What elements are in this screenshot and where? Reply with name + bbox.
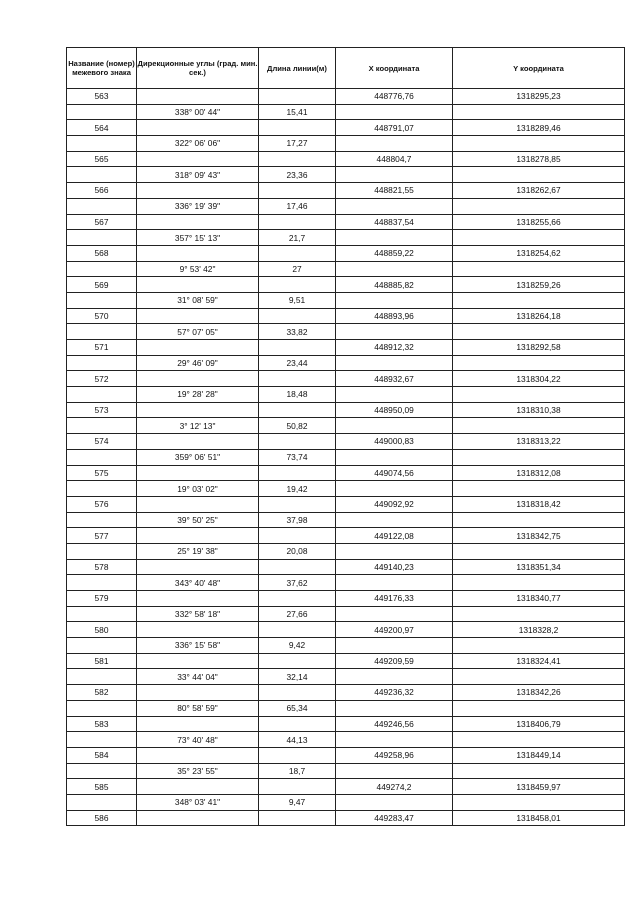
cell-marker-name: 573	[67, 402, 137, 418]
cell-marker-name	[67, 104, 137, 120]
cell-x-coordinate	[336, 167, 453, 183]
cell-line-length: 18,48	[259, 387, 336, 403]
header-line-length: Длина линии(м)	[259, 48, 336, 89]
cell-y-coordinate	[453, 638, 625, 654]
cell-line-length	[259, 716, 336, 732]
cell-direction-angle: 3° 12' 13"	[137, 418, 259, 434]
cell-x-coordinate	[336, 669, 453, 685]
table-row	[67, 591, 625, 607]
table-row	[67, 371, 625, 387]
cell-y-coordinate	[453, 167, 625, 183]
cell-x-coordinate: 449258,96	[336, 747, 453, 763]
table-row	[67, 685, 625, 701]
cell-line-length: 27	[259, 261, 336, 277]
cell-line-length: 9,47	[259, 794, 336, 810]
table-row	[67, 763, 625, 779]
cell-direction-angle	[137, 402, 259, 418]
cell-marker-name: 574	[67, 434, 137, 450]
cell-direction-angle	[137, 214, 259, 230]
cell-line-length: 9,51	[259, 292, 336, 308]
cell-x-coordinate	[336, 575, 453, 591]
cell-line-length: 37,62	[259, 575, 336, 591]
cell-marker-name	[67, 167, 137, 183]
cell-direction-angle	[137, 308, 259, 324]
cell-line-length	[259, 653, 336, 669]
cell-x-coordinate: 448804,7	[336, 151, 453, 167]
cell-marker-name	[67, 669, 137, 685]
table-row	[67, 183, 625, 199]
cell-marker-name: 579	[67, 591, 137, 607]
table-row	[67, 308, 625, 324]
cell-direction-angle: 80° 58' 59"	[137, 700, 259, 716]
cell-y-coordinate: 1318310,38	[453, 402, 625, 418]
cell-y-coordinate: 1318292,58	[453, 340, 625, 356]
cell-x-coordinate	[336, 104, 453, 120]
cell-marker-name: 569	[67, 277, 137, 293]
cell-x-coordinate: 448776,76	[336, 89, 453, 105]
cell-direction-angle	[137, 528, 259, 544]
header-marker-name: Название (номер) межевого знака	[67, 48, 137, 89]
cell-x-coordinate	[336, 700, 453, 716]
table-row	[67, 732, 625, 748]
cell-y-coordinate: 1318340,77	[453, 591, 625, 607]
cell-line-length	[259, 810, 336, 826]
cell-y-coordinate: 1318259,26	[453, 277, 625, 293]
cell-y-coordinate	[453, 292, 625, 308]
cell-line-length: 15,41	[259, 104, 336, 120]
cell-line-length	[259, 371, 336, 387]
cell-y-coordinate	[453, 732, 625, 748]
cell-line-length	[259, 622, 336, 638]
table-row	[67, 151, 625, 167]
cell-marker-name: 571	[67, 340, 137, 356]
table-row	[67, 245, 625, 261]
cell-x-coordinate	[336, 638, 453, 654]
cell-line-length	[259, 340, 336, 356]
cell-marker-name	[67, 575, 137, 591]
cell-y-coordinate: 1318264,18	[453, 308, 625, 324]
table-row	[67, 779, 625, 795]
cell-y-coordinate: 1318458,01	[453, 810, 625, 826]
cell-direction-angle	[137, 371, 259, 387]
table-row	[67, 340, 625, 356]
cell-line-length: 20,08	[259, 543, 336, 559]
table-row	[67, 716, 625, 732]
cell-line-length	[259, 528, 336, 544]
cell-direction-angle: 9° 53' 42"	[137, 261, 259, 277]
cell-line-length: 37,98	[259, 512, 336, 528]
cell-marker-name: 563	[67, 89, 137, 105]
table-row	[67, 387, 625, 403]
cell-direction-angle	[137, 183, 259, 199]
cell-line-length	[259, 214, 336, 230]
cell-x-coordinate	[336, 230, 453, 246]
cell-marker-name: 577	[67, 528, 137, 544]
cell-direction-angle: 33° 44' 04"	[137, 669, 259, 685]
cell-y-coordinate	[453, 355, 625, 371]
cell-line-length: 9,42	[259, 638, 336, 654]
cell-direction-angle: 322° 06' 06"	[137, 136, 259, 152]
cell-marker-name: 582	[67, 685, 137, 701]
cell-y-coordinate: 1318342,75	[453, 528, 625, 544]
cell-y-coordinate: 1318312,08	[453, 465, 625, 481]
table-row	[67, 230, 625, 246]
cell-direction-angle	[137, 277, 259, 293]
cell-y-coordinate: 1318254,62	[453, 245, 625, 261]
cell-y-coordinate: 1318406,79	[453, 716, 625, 732]
cell-marker-name: 565	[67, 151, 137, 167]
cell-marker-name	[67, 481, 137, 497]
cell-line-length	[259, 245, 336, 261]
cell-x-coordinate	[336, 763, 453, 779]
cell-direction-angle: 332° 58' 18"	[137, 606, 259, 622]
cell-marker-name: 584	[67, 747, 137, 763]
cell-line-length: 44,13	[259, 732, 336, 748]
cell-y-coordinate	[453, 481, 625, 497]
cell-line-length	[259, 89, 336, 105]
cell-y-coordinate	[453, 136, 625, 152]
cell-x-coordinate	[336, 355, 453, 371]
cell-marker-name: 581	[67, 653, 137, 669]
cell-x-coordinate	[336, 261, 453, 277]
cell-y-coordinate: 1318289,46	[453, 120, 625, 136]
table-row	[67, 575, 625, 591]
cell-line-length	[259, 559, 336, 575]
cell-direction-angle	[137, 747, 259, 763]
cell-y-coordinate	[453, 418, 625, 434]
cell-marker-name: 570	[67, 308, 137, 324]
cell-x-coordinate: 449140,23	[336, 559, 453, 575]
cell-direction-angle	[137, 245, 259, 261]
cell-direction-angle	[137, 622, 259, 638]
table-row	[67, 355, 625, 371]
cell-line-length	[259, 779, 336, 795]
cell-x-coordinate	[336, 387, 453, 403]
table-row	[67, 261, 625, 277]
cell-direction-angle: 19° 28' 28"	[137, 387, 259, 403]
cell-x-coordinate	[336, 449, 453, 465]
cell-x-coordinate: 448932,67	[336, 371, 453, 387]
cell-x-coordinate	[336, 198, 453, 214]
cell-line-length: 17,27	[259, 136, 336, 152]
cell-y-coordinate	[453, 700, 625, 716]
cell-line-length	[259, 465, 336, 481]
boundary-coordinates-table	[66, 47, 625, 826]
cell-marker-name	[67, 418, 137, 434]
cell-line-length	[259, 277, 336, 293]
header-x-coordinate: X координата	[336, 48, 453, 89]
table-row	[67, 496, 625, 512]
cell-x-coordinate	[336, 324, 453, 340]
cell-x-coordinate	[336, 543, 453, 559]
cell-direction-angle: 336° 15' 58"	[137, 638, 259, 654]
table-row	[67, 120, 625, 136]
cell-x-coordinate: 448950,09	[336, 402, 453, 418]
cell-line-length	[259, 120, 336, 136]
cell-y-coordinate	[453, 324, 625, 340]
cell-x-coordinate	[336, 732, 453, 748]
cell-x-coordinate	[336, 606, 453, 622]
cell-y-coordinate	[453, 512, 625, 528]
table-row	[67, 606, 625, 622]
cell-direction-angle	[137, 151, 259, 167]
cell-direction-angle: 357° 15' 13"	[137, 230, 259, 246]
cell-direction-angle	[137, 340, 259, 356]
cell-direction-angle: 29° 46' 09"	[137, 355, 259, 371]
table-header-row	[67, 48, 625, 89]
cell-marker-name	[67, 794, 137, 810]
cell-marker-name: 580	[67, 622, 137, 638]
table-row	[67, 277, 625, 293]
cell-x-coordinate	[336, 136, 453, 152]
table-row	[67, 198, 625, 214]
cell-marker-name: 564	[67, 120, 137, 136]
cell-y-coordinate	[453, 387, 625, 403]
table-row	[67, 669, 625, 685]
cell-marker-name: 572	[67, 371, 137, 387]
cell-line-length: 19,42	[259, 481, 336, 497]
cell-x-coordinate: 449209,59	[336, 653, 453, 669]
cell-marker-name	[67, 763, 137, 779]
cell-direction-angle	[137, 89, 259, 105]
cell-y-coordinate: 1318318,42	[453, 496, 625, 512]
cell-x-coordinate: 448791,07	[336, 120, 453, 136]
table-row	[67, 418, 625, 434]
cell-line-length	[259, 308, 336, 324]
cell-y-coordinate: 1318459,97	[453, 779, 625, 795]
table-row	[67, 622, 625, 638]
cell-x-coordinate: 449000,83	[336, 434, 453, 450]
cell-marker-name	[67, 198, 137, 214]
cell-y-coordinate	[453, 104, 625, 120]
table-row	[67, 104, 625, 120]
cell-y-coordinate: 1318351,34	[453, 559, 625, 575]
table-row	[67, 449, 625, 465]
cell-y-coordinate	[453, 794, 625, 810]
cell-x-coordinate: 449092,92	[336, 496, 453, 512]
cell-marker-name	[67, 449, 137, 465]
table-body	[67, 89, 625, 826]
cell-direction-angle: 318° 09' 43"	[137, 167, 259, 183]
cell-line-length: 17,46	[259, 198, 336, 214]
cell-direction-angle: 359° 06' 51"	[137, 449, 259, 465]
cell-x-coordinate: 448893,96	[336, 308, 453, 324]
cell-x-coordinate: 448837,54	[336, 214, 453, 230]
cell-marker-name: 578	[67, 559, 137, 575]
cell-marker-name	[67, 700, 137, 716]
cell-y-coordinate: 1318278,85	[453, 151, 625, 167]
cell-y-coordinate: 1318342,26	[453, 685, 625, 701]
cell-direction-angle: 35° 23' 55"	[137, 763, 259, 779]
cell-line-length	[259, 434, 336, 450]
cell-line-length	[259, 591, 336, 607]
cell-x-coordinate: 449200,97	[336, 622, 453, 638]
cell-direction-angle	[137, 716, 259, 732]
cell-direction-angle	[137, 465, 259, 481]
cell-marker-name	[67, 292, 137, 308]
cell-y-coordinate	[453, 575, 625, 591]
cell-x-coordinate: 448912,32	[336, 340, 453, 356]
cell-x-coordinate: 449283,47	[336, 810, 453, 826]
cell-x-coordinate: 448821,55	[336, 183, 453, 199]
cell-marker-name	[67, 732, 137, 748]
cell-line-length: 73,74	[259, 449, 336, 465]
cell-marker-name	[67, 355, 137, 371]
cell-x-coordinate: 448885,82	[336, 277, 453, 293]
table-row	[67, 481, 625, 497]
cell-marker-name	[67, 512, 137, 528]
cell-direction-angle	[137, 559, 259, 575]
cell-y-coordinate	[453, 606, 625, 622]
cell-line-length: 21,7	[259, 230, 336, 246]
cell-x-coordinate	[336, 512, 453, 528]
cell-direction-angle	[137, 810, 259, 826]
cell-y-coordinate	[453, 198, 625, 214]
cell-direction-angle: 39° 50' 25"	[137, 512, 259, 528]
cell-x-coordinate: 449122,08	[336, 528, 453, 544]
cell-line-length: 32,14	[259, 669, 336, 685]
cell-line-length: 23,36	[259, 167, 336, 183]
cell-marker-name: 576	[67, 496, 137, 512]
cell-direction-angle: 338° 00' 44"	[137, 104, 259, 120]
cell-marker-name	[67, 387, 137, 403]
cell-y-coordinate	[453, 669, 625, 685]
header-y-coordinate: Y координата	[453, 48, 625, 89]
table-row	[67, 324, 625, 340]
cell-line-length: 23,44	[259, 355, 336, 371]
cell-marker-name	[67, 261, 137, 277]
cell-direction-angle: 343° 40' 48"	[137, 575, 259, 591]
cell-y-coordinate	[453, 230, 625, 246]
table-row	[67, 794, 625, 810]
table-row	[67, 214, 625, 230]
cell-marker-name: 568	[67, 245, 137, 261]
cell-line-length	[259, 402, 336, 418]
cell-y-coordinate: 1318449,14	[453, 747, 625, 763]
table-row	[67, 136, 625, 152]
table-row	[67, 653, 625, 669]
cell-direction-angle	[137, 496, 259, 512]
table-row	[67, 89, 625, 105]
cell-y-coordinate: 1318328,2	[453, 622, 625, 638]
cell-marker-name: 586	[67, 810, 137, 826]
cell-marker-name: 567	[67, 214, 137, 230]
cell-marker-name	[67, 543, 137, 559]
cell-x-coordinate: 448859,22	[336, 245, 453, 261]
cell-direction-angle: 31° 08' 59"	[137, 292, 259, 308]
cell-direction-angle	[137, 434, 259, 450]
cell-y-coordinate: 1318255,66	[453, 214, 625, 230]
cell-direction-angle	[137, 653, 259, 669]
cell-direction-angle	[137, 685, 259, 701]
cell-line-length: 65,34	[259, 700, 336, 716]
cell-marker-name: 585	[67, 779, 137, 795]
cell-line-length: 18,7	[259, 763, 336, 779]
cell-y-coordinate: 1318304,22	[453, 371, 625, 387]
table-row	[67, 292, 625, 308]
cell-x-coordinate	[336, 794, 453, 810]
cell-y-coordinate: 1318313,22	[453, 434, 625, 450]
cell-x-coordinate: 449176,33	[336, 591, 453, 607]
cell-marker-name	[67, 324, 137, 340]
table-row	[67, 700, 625, 716]
header-direction-angle: Дирекционные углы (град. мин. сек.)	[137, 48, 259, 89]
cell-x-coordinate: 449074,56	[336, 465, 453, 481]
cell-line-length: 50,82	[259, 418, 336, 434]
table-row	[67, 465, 625, 481]
table-row	[67, 528, 625, 544]
cell-x-coordinate	[336, 481, 453, 497]
cell-line-length	[259, 151, 336, 167]
cell-direction-angle: 25° 19' 38"	[137, 543, 259, 559]
cell-y-coordinate	[453, 763, 625, 779]
cell-direction-angle: 19° 03' 02"	[137, 481, 259, 497]
cell-line-length	[259, 747, 336, 763]
cell-y-coordinate: 1318262,67	[453, 183, 625, 199]
cell-x-coordinate: 449246,56	[336, 716, 453, 732]
cell-x-coordinate	[336, 292, 453, 308]
table-header	[67, 48, 625, 89]
cell-direction-angle	[137, 779, 259, 795]
cell-marker-name	[67, 136, 137, 152]
cell-direction-angle: 57° 07' 05"	[137, 324, 259, 340]
cell-direction-angle: 336° 19' 39"	[137, 198, 259, 214]
cell-line-length	[259, 685, 336, 701]
cell-direction-angle	[137, 591, 259, 607]
table-row	[67, 747, 625, 763]
cell-direction-angle: 348° 03' 41"	[137, 794, 259, 810]
table-row	[67, 434, 625, 450]
table-row	[67, 512, 625, 528]
cell-marker-name	[67, 638, 137, 654]
cell-y-coordinate: 1318324,41	[453, 653, 625, 669]
cell-line-length	[259, 496, 336, 512]
cell-x-coordinate: 449236,32	[336, 685, 453, 701]
cell-y-coordinate	[453, 449, 625, 465]
cell-y-coordinate	[453, 543, 625, 559]
table-row	[67, 638, 625, 654]
cell-marker-name: 583	[67, 716, 137, 732]
cell-line-length	[259, 183, 336, 199]
cell-y-coordinate	[453, 261, 625, 277]
cell-marker-name	[67, 606, 137, 622]
cell-line-length: 33,82	[259, 324, 336, 340]
cell-x-coordinate	[336, 418, 453, 434]
table-row	[67, 402, 625, 418]
cell-direction-angle	[137, 120, 259, 136]
cell-line-length: 27,66	[259, 606, 336, 622]
cell-marker-name: 575	[67, 465, 137, 481]
table-row	[67, 810, 625, 826]
cell-marker-name: 566	[67, 183, 137, 199]
table-row	[67, 167, 625, 183]
cell-marker-name	[67, 230, 137, 246]
table-row	[67, 559, 625, 575]
cell-direction-angle: 73° 40' 48"	[137, 732, 259, 748]
table-row	[67, 543, 625, 559]
cell-y-coordinate: 1318295,23	[453, 89, 625, 105]
cell-x-coordinate: 449274,2	[336, 779, 453, 795]
